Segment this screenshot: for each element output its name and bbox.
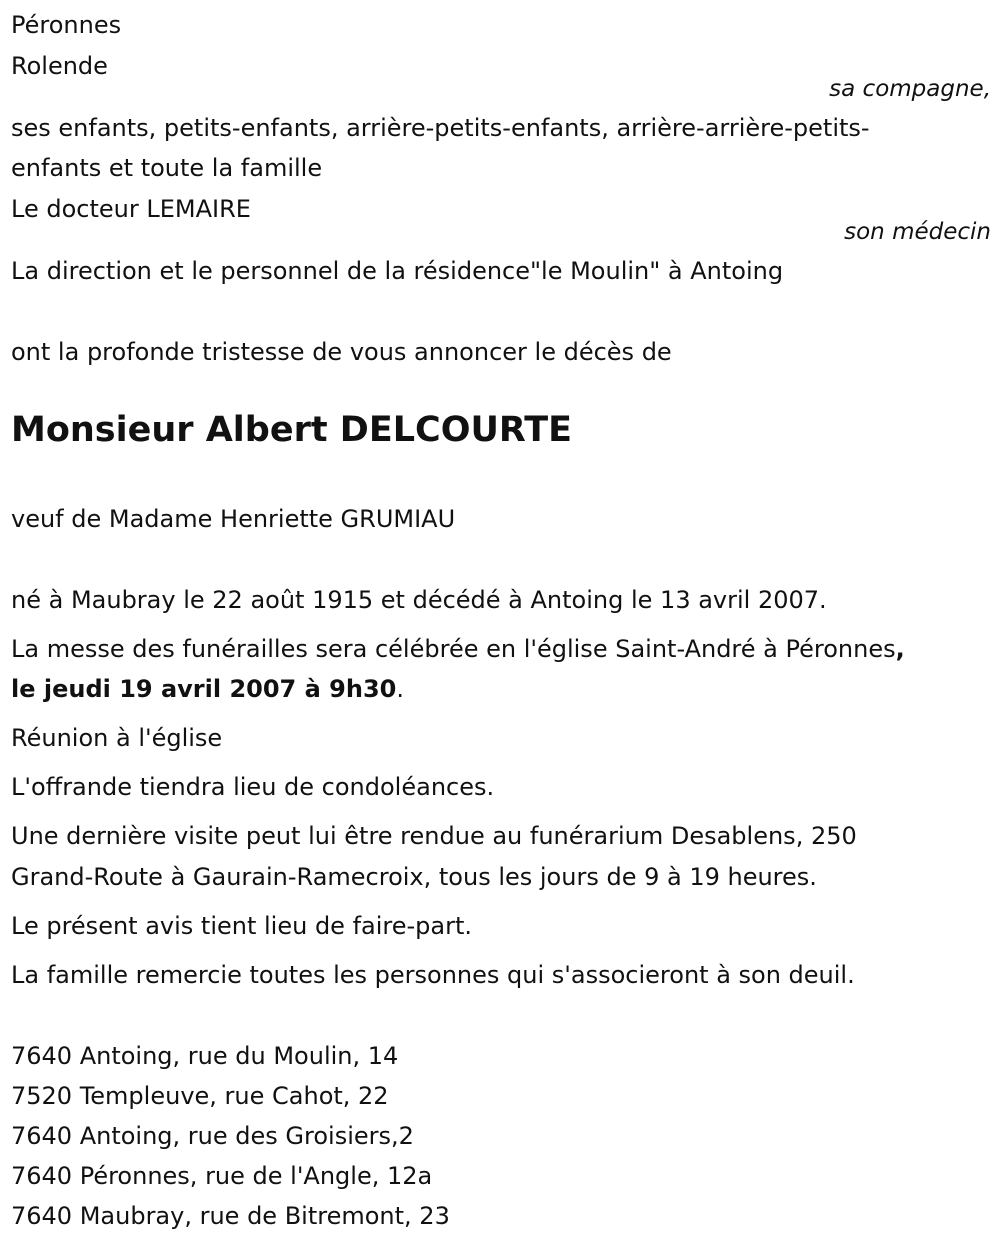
ceremony-line-2: [11, 669, 404, 709]
announcement: ont la profonde tristesse de vous annoncer le décès de: [11, 338, 672, 366]
thanks-line: La famille remercie toutes les personnes qui s'associeront à son deuil.: [11, 961, 855, 989]
address-line: 7640 Antoing, rue du Moulin, 14: [11, 1042, 399, 1070]
deceased-name: Monsieur Albert DELCOURTE: [11, 410, 573, 450]
ceremony-period: .: [396, 675, 404, 703]
spouse-line: veuf de Madame Henriette GRUMIAU: [11, 505, 456, 533]
ceremony-comma: ,: [895, 635, 905, 663]
ceremony-line-1: [11, 629, 905, 669]
address-line: 7640 Antoing, rue des Groisiers,2: [11, 1122, 414, 1150]
ceremony-date: le jeudi 19 avril 2007 à 9h30: [11, 675, 397, 703]
address-line: 7640 Péronnes, rue de l'Angle, 12a: [11, 1162, 433, 1190]
birth-death-line: né à Maubray le 22 août 1915 et décédé à Antoing le 13 avril 2007.: [11, 586, 827, 614]
reunion-line: Réunion à l'église: [11, 724, 223, 752]
family-line-2: enfants et toute la famille: [11, 154, 323, 182]
mourner-line-2: Rolende: [11, 52, 108, 80]
ceremony-text: La messe des funérailles sera célébrée en l'église Saint-André à Péronnes: [11, 635, 896, 663]
address-line: 7640 Maubray, rue de Bitremont, 23: [11, 1202, 450, 1230]
address-line: 7520 Templeuve, rue Cahot, 22: [11, 1082, 389, 1110]
family-line-1: ses enfants, petits-enfants, arrière-petits-enfants, arrière-arrière-petits-: [11, 114, 870, 142]
visit-line-1: Une dernière visite peut lui être rendue au funérarium Desablens, 250: [11, 822, 857, 850]
doctor-line: Le docteur LEMAIRE: [11, 195, 251, 223]
mourner-line-1: Péronnes: [11, 11, 122, 39]
role-doctor: son médecin: [844, 219, 991, 245]
role-companion: sa compagne,: [829, 76, 991, 102]
offering-line: L'offrande tiendra lieu de condoléances.: [11, 773, 495, 801]
notice-line: Le présent avis tient lieu de faire-part.: [11, 912, 473, 940]
residence-line: La direction et le personnel de la résidence"le Moulin" à Antoing: [11, 257, 784, 285]
visit-line-2: Grand-Route à Gaurain-Ramecroix, tous les jours de 9 à 19 heures.: [11, 863, 817, 891]
